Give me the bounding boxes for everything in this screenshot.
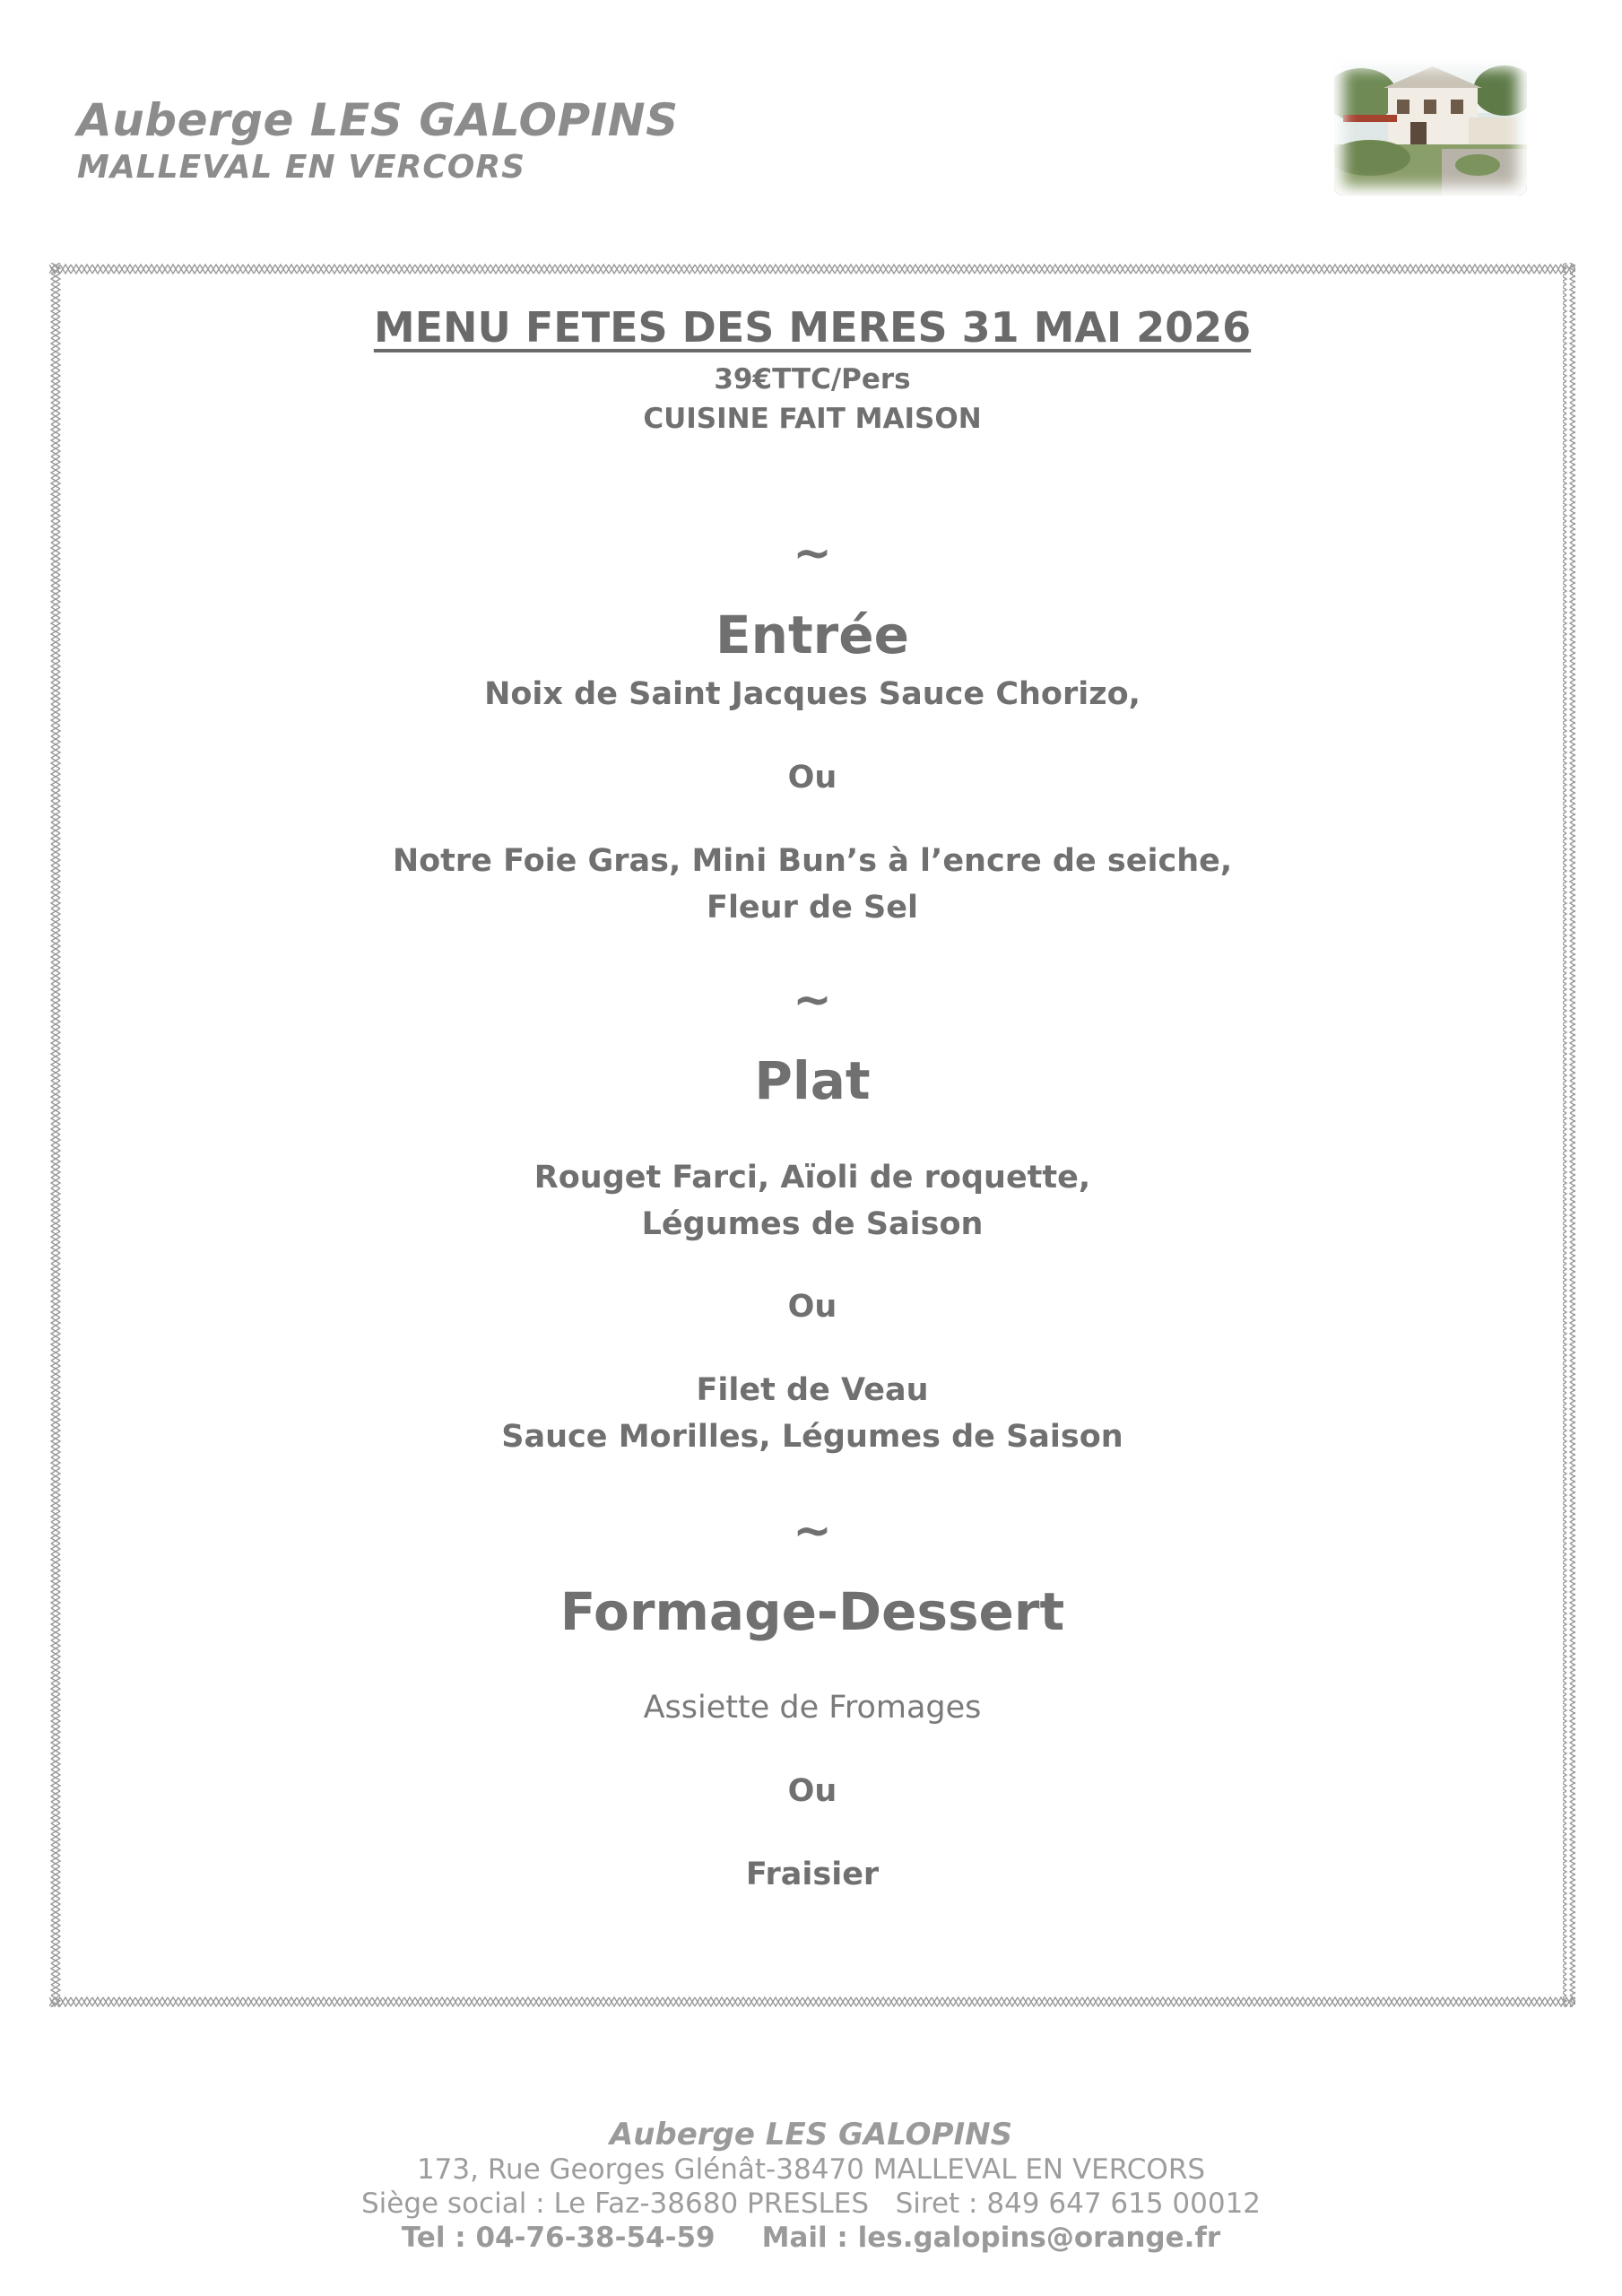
section-heading-entree: Entrée [716,604,909,665]
section-separator: ~ [793,973,832,1027]
footer-phone: Tel : 04-76-38-54-59 [401,2222,716,2254]
menu-note: CUISINE FAIT MAISON [643,403,982,435]
auberge-building-image [1334,59,1527,196]
footer-email: Mail : les.galopins@orange.fr [761,2222,1221,2254]
footer-address: 173, Rue Georges Glénât-38470 MALLEVAL EN VERCORS [416,2153,1206,2186]
footer-restaurant-name: Auberge LES GALOPINS [609,2117,1013,2152]
menu-title: MENU FETES DES MERES 31 MAI 2026 [373,303,1252,352]
dessert-option-2: Fraisier [745,1857,880,1892]
or-label: Ou [787,1289,837,1325]
footer-contact [0,2221,1622,2255]
footer-registered-office: Siège social : Le Faz-38680 PRESLES Siret : 849 647 615 00012 [360,2187,1262,2220]
letterhead [77,93,679,188]
plat-option-2-line-1: Filet de Veau [696,1372,929,1408]
plat-option-2-line-2: Sauce Morilles, Légumes de Saison [501,1419,1123,1455]
menu-frame [49,263,1575,2007]
section-heading-formage-dessert: Formage-Dessert [559,1581,1065,1642]
section-separator: ~ [793,1504,832,1558]
or-label: Ou [787,1773,837,1809]
restaurant-location: MALLEVAL EN VERCORS [77,149,526,186]
menu-price: 39€TTC/Pers [714,363,911,396]
entree-option-2-line-1: Notre Foie Gras, Mini Bun’s à l’encre de seiche, [392,843,1233,879]
section-separator: ~ [793,526,832,580]
decorative-border [49,263,1575,2007]
footer [0,2117,1622,2255]
restaurant-name: Auberge LES GALOPINS [77,94,679,146]
entree-option-2-line-2: Fleur de Sel [707,890,918,926]
or-label: Ou [787,760,837,796]
plat-option-1-line-2: Légumes de Saison [641,1206,984,1242]
auberge-photo [1334,59,1527,196]
plat-option-1-line-1: Rouget Farci, Aïoli de roquette, [533,1160,1091,1196]
dessert-option-1: Assiette de Fromages [643,1690,982,1726]
section-heading-plat: Plat [754,1050,871,1111]
entree-option-1: Noix de Saint Jacques Sauce Chorizo, [484,676,1141,712]
